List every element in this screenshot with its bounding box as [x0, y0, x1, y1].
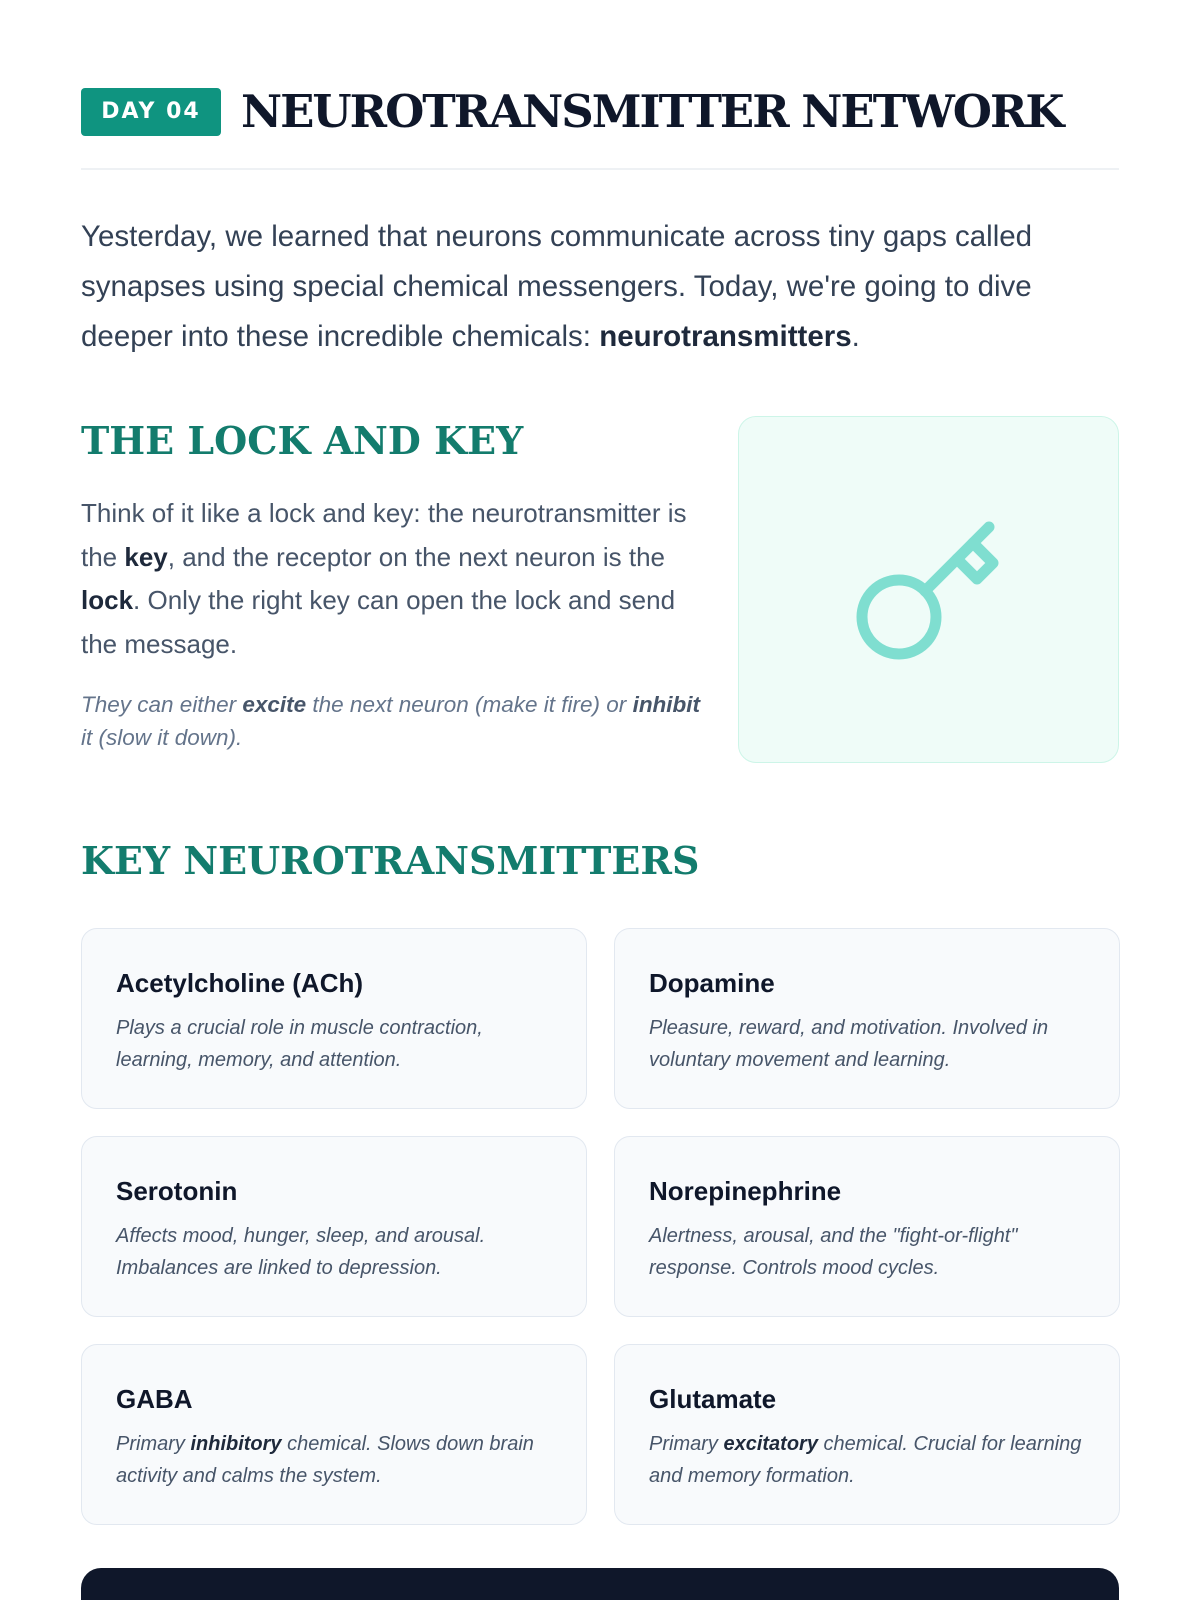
- body-text: Think of it like a lock and key: the neurotransmitter is the: [81, 498, 687, 572]
- card-desc-text: Affects mood, hunger, sleep, and arousal. Imbalances are linked to depression.: [116, 1225, 486, 1279]
- day-badge: DAY 04: [81, 88, 221, 136]
- card-desc-text: Pleasure, reward, and motivation. Involved in voluntary movement and learning.: [649, 1017, 1049, 1071]
- card-desc-text: Plays a crucial role in muscle contraction, learning, memory, and attention.: [116, 1017, 483, 1071]
- card-description: [649, 1012, 1085, 1076]
- lock-and-key-body: [81, 492, 701, 666]
- body-text: , and the receptor on the next neuron is the: [167, 541, 665, 572]
- key-illustration-panel: [738, 416, 1119, 763]
- lock-and-key-note: [81, 688, 701, 754]
- intro-text-end: .: [851, 320, 860, 353]
- lock-and-key-title: THE LOCK AND KEY: [81, 418, 524, 463]
- card-desc-text: Primary: [116, 1433, 191, 1455]
- body-lock-term: lock: [81, 585, 134, 615]
- card-desc-text: chemical. Crucial for learning and memory formation.: [649, 1433, 1082, 1487]
- neurotransmitter-cards: [81, 928, 1119, 1525]
- card-name: GABA: [116, 1384, 193, 1414]
- card-desc-bold: excitatory: [723, 1433, 818, 1455]
- key-neurotransmitters-title: KEY NEUROTRANSMITTERS: [81, 838, 700, 883]
- intro-highlight: neurotransmitters: [599, 320, 852, 353]
- note-inhibit-term: inhibit: [632, 692, 701, 717]
- card-name: Glutamate: [649, 1384, 777, 1414]
- card-name: Acetylcholine (ACh): [116, 968, 364, 998]
- card-description: [116, 1428, 552, 1492]
- note-text: it (slow it down).: [81, 725, 243, 750]
- card-desc-text: chemical. Slows down brain activity and calms the system.: [116, 1433, 534, 1487]
- neurotransmitter-card-norepinephrine: [614, 1136, 1120, 1317]
- lock-and-key-section: [81, 416, 1119, 766]
- card-description: [649, 1220, 1085, 1284]
- card-name: Dopamine: [649, 968, 775, 998]
- header: [81, 0, 1119, 170]
- card-description: [116, 1012, 552, 1076]
- note-text: They can either: [81, 692, 243, 717]
- card-name: Norepinephrine: [649, 1176, 842, 1206]
- card-name: Serotonin: [116, 1176, 238, 1206]
- intro-text: Yesterday, we learned that neurons communicate across tiny gaps called synapses using special chemical messengers. Today, we're going to dive deeper into these incredible chemicals:: [81, 220, 1033, 353]
- neurotransmitter-card-serotonin: [81, 1136, 587, 1317]
- body-text: . Only the right key can open the lock and send the message.: [81, 585, 676, 659]
- body-key-term: key: [124, 541, 168, 572]
- neurotransmitter-card-glutamate: [614, 1344, 1120, 1525]
- neurotransmitter-card-dopamine: [614, 928, 1120, 1109]
- note-text: the next neuron (make it fire) or: [306, 692, 633, 717]
- page-title: NEUROTRANSMITTER NETWORK: [241, 85, 1063, 138]
- card-description: [649, 1428, 1085, 1492]
- lock-and-key-text: [81, 416, 701, 754]
- card-description: [116, 1220, 552, 1284]
- key-icon: [851, 513, 1011, 673]
- intro-paragraph: [81, 212, 1119, 362]
- note-excite-term: excite: [242, 692, 307, 717]
- neurotransmitter-card-acetylcholine: [81, 928, 587, 1109]
- card-desc-text: Primary: [649, 1433, 724, 1455]
- footer-panel: [81, 1568, 1119, 1600]
- card-desc-bold: inhibitory: [190, 1433, 282, 1455]
- neurotransmitter-card-gaba: [81, 1344, 587, 1525]
- card-desc-text: Alertness, arousal, and the "fight-or-flight" response. Controls mood cycles.: [649, 1225, 1018, 1279]
